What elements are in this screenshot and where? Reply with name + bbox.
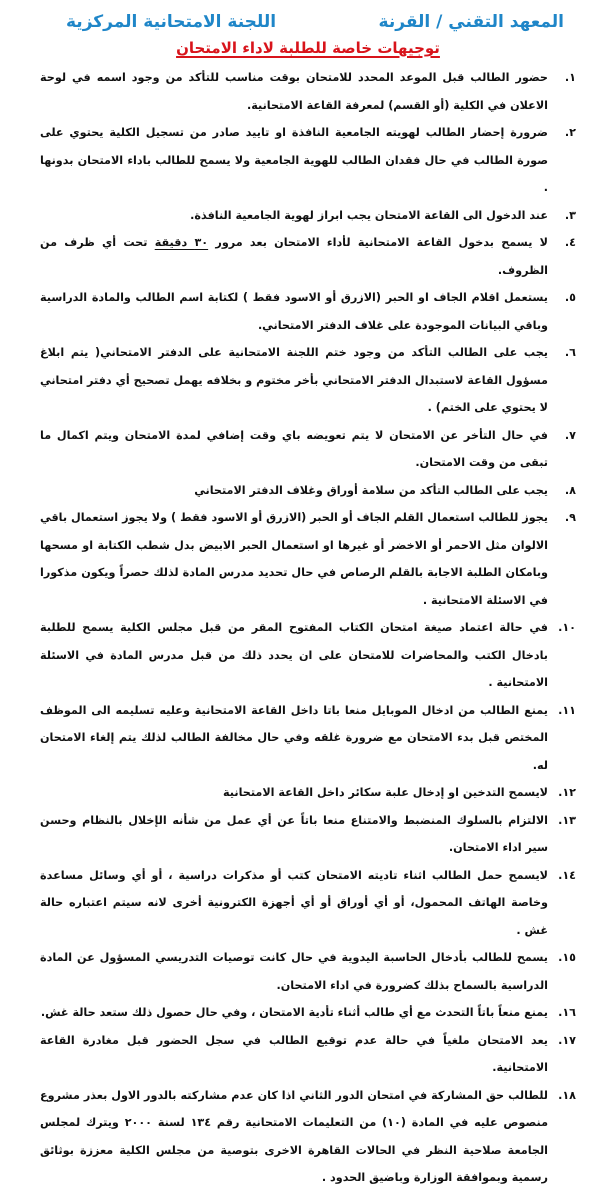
- rule-number: ١٣.: [558, 813, 576, 827]
- rule-text-before: لا يسمح بدخول القاعة الامتحانية لأداء الامتحان بعد مرور: [215, 236, 548, 249]
- rule-number: ١٢.: [558, 786, 576, 799]
- rule-item: [40, 284, 576, 339]
- rule-text: يجوز للطالب استعمال القلم الجاف أو الحبر (الازرق أو الاسود فقط ) ولا يجوز استعمال باقي الالوان مثل الاحمر أو الاخضر أو غيرها او استعمال الحبر الابيض بدل شطب الكتابة او مسحها وبامكان الطلبة الاجابة بالقلم الرصاص في حال تحديد مدرس المادة لذلك حصراً ويكون مذكورا في الاسئلة الامتحانية .: [40, 511, 548, 607]
- rule-text: عند الدخول الى القاعة الامتحان يجب ابراز لهوية الجامعية النافذة.: [190, 208, 548, 222]
- rule-number: ٢.: [564, 126, 576, 139]
- committee-name: اللجنة الامتحانية المركزية: [66, 12, 277, 32]
- rule-number: ١٦.: [558, 1006, 576, 1019]
- rule-number: ١١.: [558, 703, 576, 717]
- rule-item: [40, 477, 576, 505]
- document-header: [40, 8, 576, 36]
- rule-text: لايسمح حمل الطالب اثناء تاديته الامتحان كتب أو مذكرات دراسية ، أو أي وسائل مساعدة وخاصة الهاتف المحمول، أو أي أوراق أو أي أجهزة الكترونية أخرى لانه سيتم اعتباره حالة غش .: [40, 868, 548, 937]
- rule-text: [40, 229, 548, 284]
- rule-text: ضرورة إحضار الطالب لهويته الجامعية النافذة او تاييد صادر من تسجيل الكلية يحتوي على صورة الطالب في حال فقدان الطالب للهوية الجامعية ولا يسمح للطالب باداء الامتحان بدونها .: [40, 126, 548, 194]
- rule-number: ٩.: [564, 511, 576, 524]
- rule-text-after: تحت أي ظرف من الظروف.: [40, 236, 548, 277]
- rule-text: يجب على الطالب التأكد من وجود ختم اللجنة الامتحانية على الدفتر الامتحاني( يتم ابلاغ مسؤول القاعة لاستبدال الدفتر الامتحاني بأخر مختوم و بخلافه يهمل تصحيح أي دفتر امتحاني لا يحتوي على الختم) .: [40, 346, 548, 414]
- rule-number: ١٨.: [558, 1088, 576, 1102]
- rule-item: [40, 119, 576, 202]
- rule-number: ١.: [564, 71, 576, 84]
- rule-item: [40, 229, 576, 284]
- rule-text: للطالب حق المشاركة في امتحان الدور الثاني اذا كان عدم مشاركته بالدور الاول بعذر مشروع منصوص عليه في المادة (١٠) من التعليمات الامتحانية رقم ١٣٤ لسنة ٢٠٠٠ ويترك لمجلس الجامعة صلاحية النظر في الحالات القاهرة الاخرى بتوصية من مجلس الكلية معززة بوثائق رسمية وبموافقة الوزارة وباضيق الحدود .: [40, 1088, 549, 1184]
- rule-text: الالتزام بالسلوك المنضبط والامتناع منعا باتاً عن أي عمل من شأنه الإخلال بالنظام وحسن سير اداء الامتحان.: [40, 813, 548, 854]
- rule-number: ٧.: [564, 428, 576, 442]
- rules-list: [40, 64, 576, 1192]
- rule-text: حضور الطالب قبل الموعد المحدد للامتحان بوقت مناسب للتأكد من وجود اسمه في لوحة الاعلان في الكلية (أو القسم) لمعرفة القاعة الامتحانية.: [40, 71, 548, 112]
- rule-number: ٥.: [564, 291, 576, 304]
- rule-text: يعد الامتحان ملغياً في حالة عدم توقيع الطالب في سجل الحضور قبل مغادرة القاعة الامتحانية.: [40, 1033, 548, 1074]
- rule-item: [40, 944, 576, 999]
- rule-item: [40, 807, 576, 862]
- rule-text: يجب على الطالب التأكد من سلامة أوراق وغلاف الدفتر الامتحاني: [194, 483, 548, 497]
- institute-name: المعهد التقني / القرنة: [378, 12, 564, 32]
- rule-text: يسمح للطالب بأدخال الحاسبة اليدوية في حال كانت توصيات التدريسي المسؤول عن المادة الدراسية بالسماح بذلك كضرورة في اداء الامتحان.: [40, 951, 548, 992]
- rule-item: [40, 202, 576, 230]
- rule-number: ١٠.: [558, 621, 576, 634]
- rule-item: [40, 504, 576, 614]
- rule-item: [40, 999, 576, 1027]
- rule-text: في حال التأخر عن الامتحان لا يتم تعويضه باي وقت إضافي لمدة الامتحان ويتم اكمال ما تبقى من وقت الامتحان.: [40, 428, 548, 469]
- rule-text: في حالة اعتماد صيغة امتحان الكتاب المفتوح المقر من قبل مجلس الكلية يسمح للطلبة بادخال الكتب والمحاضرات للامتحان على ان يحدد ذلك من قبل مدرس المادة في الاسئلة الامتحانية .: [40, 621, 548, 689]
- rule-number: ٦.: [564, 346, 576, 359]
- rule-number: ٣.: [564, 208, 576, 222]
- rule-text: يستعمل اقلام الجاف او الحبر (الازرق أو الاسود فقط ) لكتابة اسم الطالب والمادة الدراسية وباقي البيانات الموجودة على غلاف الدفتر الامتحاني.: [40, 291, 548, 332]
- rule-item: [40, 779, 576, 807]
- rule-time-limit-underlined: ٣٠ دقيقة: [154, 236, 209, 249]
- document-title: توجيهات خاصة للطلبة لاداء الامتحان: [176, 39, 440, 57]
- rule-item: [40, 1082, 576, 1192]
- rule-item: [40, 422, 576, 477]
- rule-text: يمنع منعاً باتاً التحدث مع أي طالب أثناء تأدية الامتحان ، وفي حال حصول ذلك ستعد حالة غش.: [40, 1006, 548, 1019]
- rule-item: [40, 614, 576, 697]
- title-container: [40, 38, 576, 62]
- rule-number: ١٥.: [558, 951, 576, 964]
- rule-item: [40, 1027, 576, 1082]
- rule-item: [40, 862, 576, 945]
- rule-item: [40, 339, 576, 422]
- rule-text: يمنع الطالب من ادخال الموبايل منعا باتا داخل القاعة الامتحانية وعليه تسليمه الى الموظف المختص قبل بدء الامتحان مع ضرورة غلقه وفي حال مخالفة الطالب لذلك يتم إلغاء الامتحان له.: [40, 703, 548, 772]
- rule-text: لايسمح التدخين او إدخال علبة سكائر داخل القاعة الامتحانية: [223, 786, 548, 799]
- rule-item: [40, 697, 576, 780]
- rule-number: ٨.: [564, 483, 576, 497]
- rule-number: ١٤.: [558, 868, 576, 882]
- rule-number: ٤.: [564, 236, 576, 249]
- rule-number: ١٧.: [558, 1033, 576, 1047]
- rule-item: [40, 64, 576, 119]
